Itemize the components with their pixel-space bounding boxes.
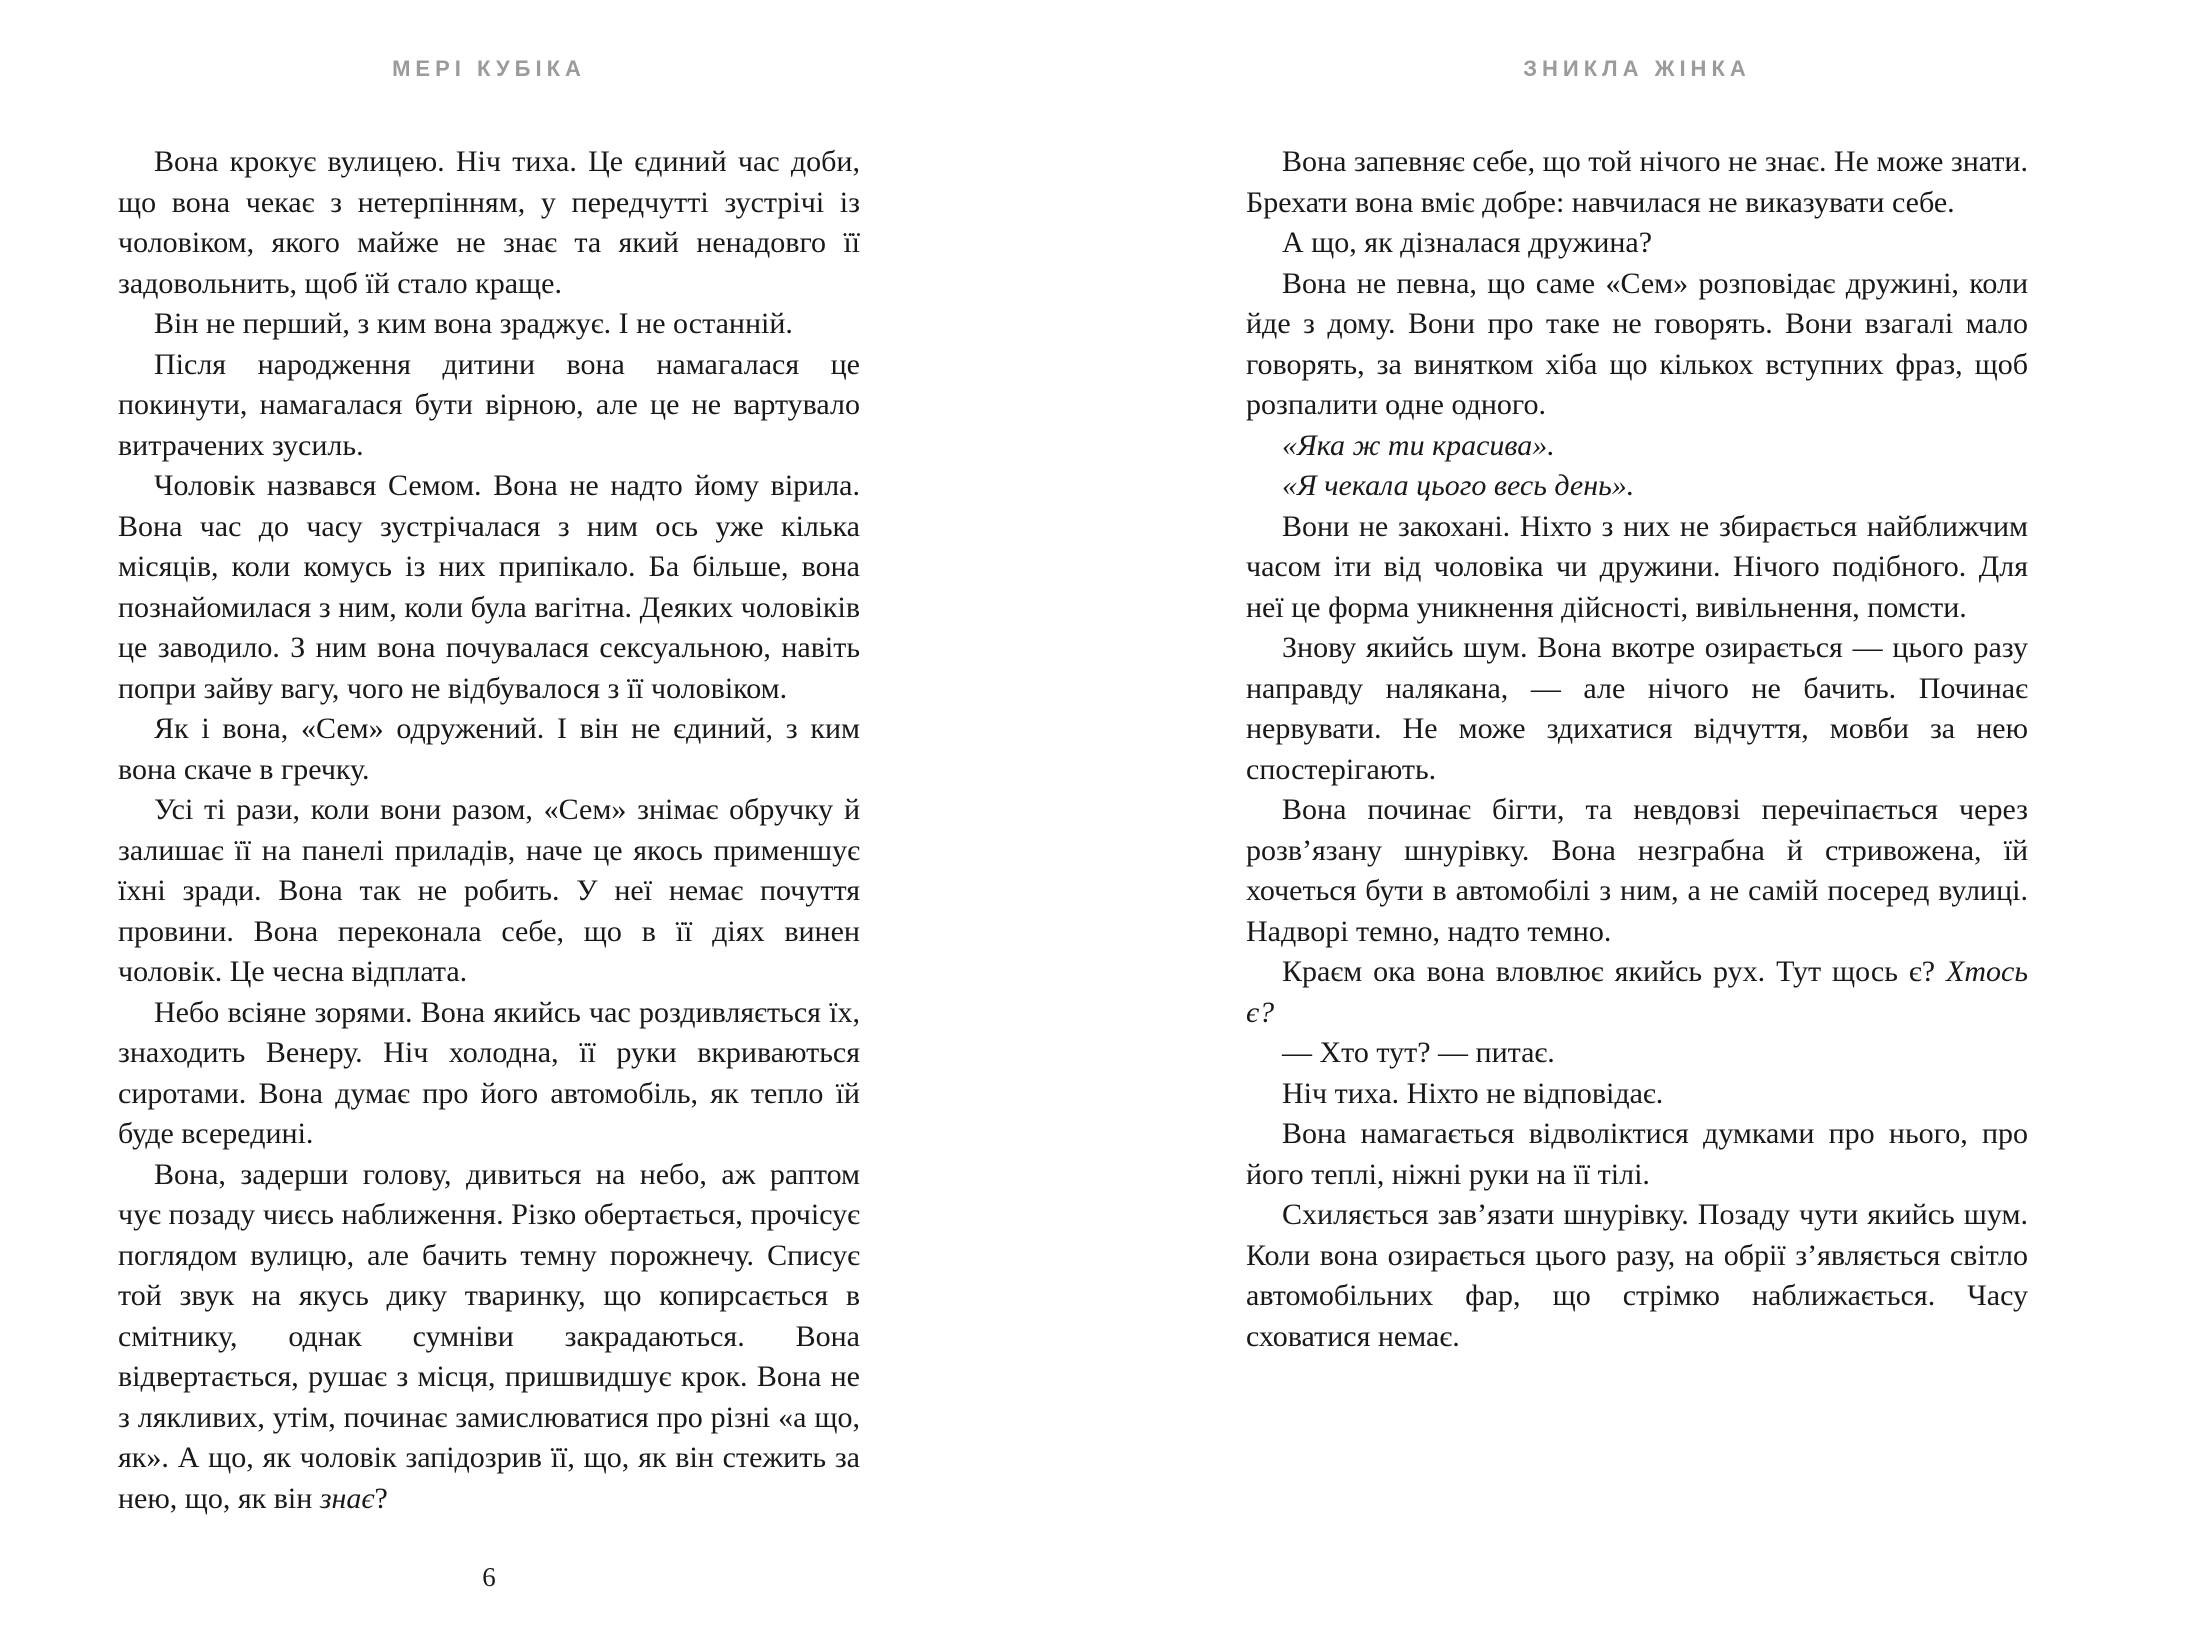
text-run: Усі ті рази, коли вони разом, «Сем» знімає обручку й залишає її на панелі приладів, наче це якось применшує їхні зради. Вона так не робить. У неї немає почуття провини. Вона переконала себе, що в її діях винен чоловік. Це чесна відплата. [118,793,860,988]
running-head-author: МЕРІ КУБІКА [392,56,586,81]
paragraph [1246,507,2028,629]
left-page-text [118,142,860,1519]
left-page [118,0,860,1650]
text-run: — Хто тут? — питає. [1282,1036,1555,1069]
paragraph [118,1155,860,1520]
paragraph [118,466,860,709]
text-run: Вона, задерши голову, дивиться на небо, аж раптом чує позаду чиєсь наближення. Різко обертається, прочісує поглядом вулицю, але бачить темну порожнечу. Списує той звук на якусь дику тваринку, що копирсається в смітнику, однак сумніви закрадаються. Вона відвертається, рушає з місця, пришвидшує крок. Вона не з лякливих, утім, починає замислюватися про різні «а що, як». А що, як чоловік запідозрив її, що, як він стежить за нею, що, як він [118,1157,860,1515]
italic-text-run: знає [319,1481,375,1515]
text-run: Небо всіяне зорями. Вона якийсь час роздивляється їх, знаходить Венеру. Ніч холодна, її руки вкриваються сиротами. Вона думає про його автомобіль, як тепло їй буде всередині. [118,995,860,1150]
text-run: Чоловік назвався Семом. Вона не надто йому вірила. Вона час до часу зустрічалася з ним ось уже кілька місяців, коли комусь із них припікало. Ба більше, вона познайомилася з ним, коли була вагітна. Деяких чоловіків це заводило. З ним вона почувалася сексуальною, навіть попри зайву вагу, чого не відбувалося з її чоловіком. [118,469,860,705]
text-run: Він не перший, з ким вона зраджує. І не останній. [154,307,793,340]
text-run: Вона починає бігти, та невдовзі перечіпається через розв’язану шнурівку. Вона незграбна й стривожена, їй хочеться бути в автомобілі з ним, а не самій посеред вулиці. Надворі темно, надто темно. [1246,793,2028,948]
text-run: Як і вона, «Сем» одружений. І він не єдиний, з ким вона скаче в гречку. [118,712,860,786]
paragraph [118,790,860,993]
paragraph [1246,1195,2028,1357]
page-number: 6 [482,1562,496,1592]
paragraph [1246,1074,2028,1115]
paragraph [1246,466,2028,507]
text-run: Вона не певна, що саме «Сем» розповідає дружині, коли йде з дому. Вони про таке не говорять. Вони взагалі мало говорять, за винятком хіба що кількох вступних фраз, щоб розпалити одне одного. [1246,266,2028,421]
italic-text-run: «Яка ж ти красива». [1282,428,1555,462]
text-run: ? [374,1481,388,1515]
paragraph [118,709,860,790]
text-run: Ніч тиха. Ніхто не відповідає. [1282,1076,1664,1110]
paragraph [1246,142,2028,223]
text-run: Вона запевняє себе, що той нічого не знає. Не може знати. Брехати вона вміє добре: навчилася не виказувати себе. [1246,145,2028,219]
paragraph [118,142,860,304]
paragraph [1246,223,2028,264]
paragraph [1246,1033,2028,1074]
paragraph [1246,952,2028,1033]
text-run: Краєм ока вона вловлює якийсь рух. Тут щось є? [1282,955,1947,988]
right-page-text [1246,142,2028,1357]
paragraph [1246,1114,2028,1195]
paragraph [118,345,860,467]
right-page [1246,0,2028,1650]
text-run: Вона крокує вулицею. Ніч тиха. Це єдиний час доби, що вона чекає з нетерпінням, у передчутті зустрічі із чоловіком, якого майже не знає та який ненадовго її задовольнить, щоб їй стало краще. [118,145,860,300]
text-run: Після народження дитини вона намагалася це покинути, намагалася бути вірною, але це не вартувало витрачених зусиль. [118,347,860,462]
text-run: Схиляється зав’язати шнурівку. Позаду чути якийсь шум. Коли вона озирається цього разу, на обрії з’являється світло автомобільних фар, що стрімко наближається. Часу сховатися немає. [1246,1198,2028,1353]
italic-text-run: «Я чекала цього весь день». [1282,469,1635,502]
italic-text-run: Хтось є? [1246,955,2028,1029]
paragraph [1246,264,2028,426]
text-run: Знову якийсь шум. Вона вкотре озирається — цього разу направду налякана, — але нічого не бачить. Починає нервувати. Не може здихатися відчуття, мовби за нею спостерігають. [1246,631,2028,786]
paragraph [1246,790,2028,952]
running-head-title: ЗНИКЛА ЖІНКА [1523,56,1751,81]
text-run: Вони не закохані. Ніхто з них не збирається найближчим часом іти від чоловіка чи дружини. Нічого подібного. Для неї це форма уникнення дійсності, вивільнення, помсти. [1246,509,2028,624]
paragraph [1246,628,2028,790]
text-run: А що, як дізналася дружина? [1282,226,1653,259]
text-run: Вона намагається відволіктися думками про нього, про його теплі, ніжні руки на її тілі. [1246,1117,2028,1191]
paragraph [1246,426,2028,467]
paragraph [118,304,860,345]
paragraph [118,993,860,1155]
